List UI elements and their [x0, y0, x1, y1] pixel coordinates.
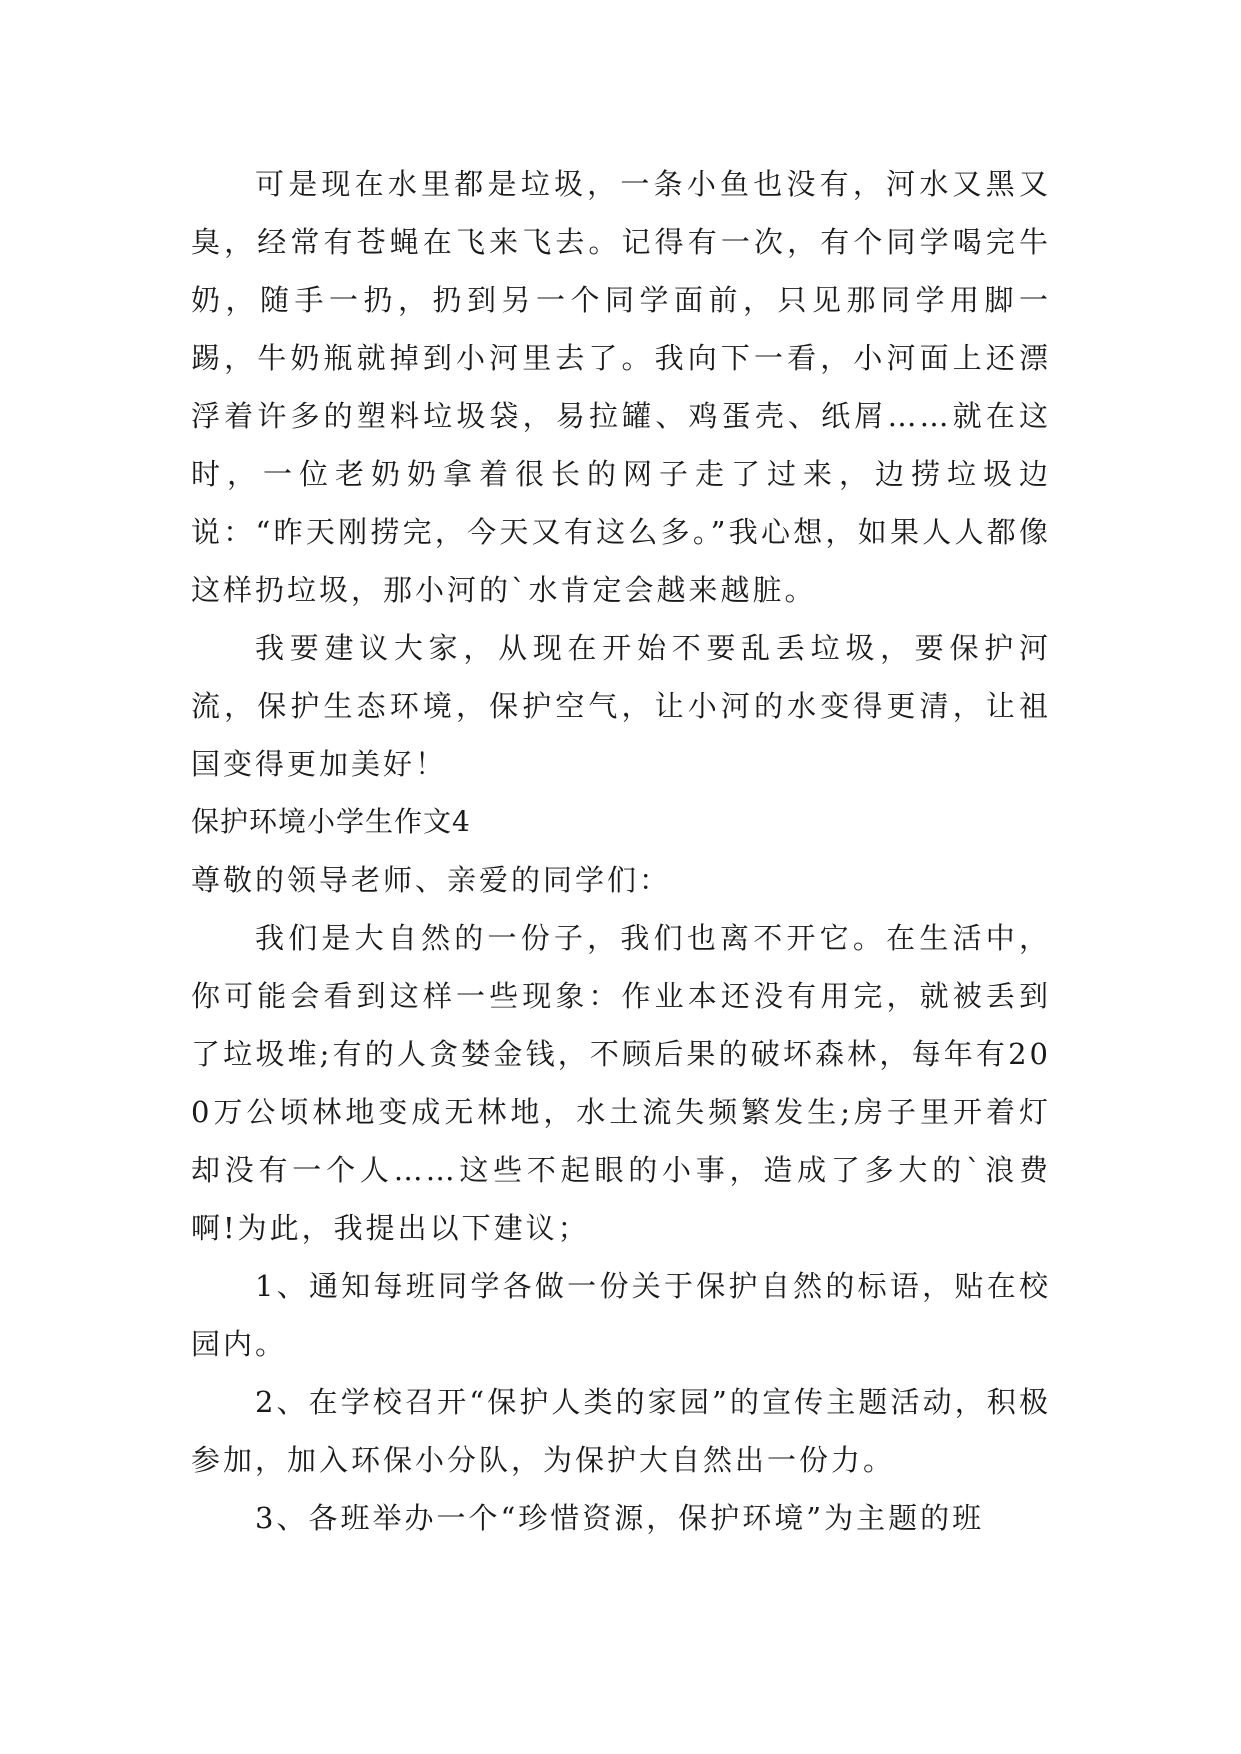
- paragraph-river-pollution: 可是现在水里都是垃圾，一条小鱼也没有，河水又黑又臭，经常有苍蝇在飞来飞去。记得有一次，有个同学喝完牛奶，随手一扔，扔到另一个同学面前，只见那同学用脚一踢，牛奶瓶就掉到小河里去了。我向下一看，小河面上还漂浮着许多的塑料垃圾袋，易拉罐、鸡蛋壳、纸屑……就在这时，一位老奶奶拿着很长的网子走了过来，边捞垃圾边说：“昨天刚捞完，今天又有这么多。”我心想，如果人人都像这样扔垃圾，那小河的`水肯定会越来越脏。: [191, 167, 1051, 607]
- paragraph-nature-waste: 我们是大自然的一份子，我们也离不开它。在生活中，你可能会看到这样一些现象：作业本还没有用完，就被丢到了垃圾堆;有的人贪婪金钱，不顾后果的破坏森林，每年有200万公顷林地变成无林地，水土流失频繁发生;房子里开着灯却没有一个人……这些不起眼的小事，造成了多大的`浪费啊!为此，我提出以下建议；: [191, 921, 1051, 1245]
- paragraph-suggestion: 我要建议大家，从现在开始不要乱丢垃圾，要保护河流，保护生态环境，保护空气，让小河的水变得更清，让祖国变得更加美好！: [191, 631, 1051, 781]
- list-item-1: 1、通知每班同学各做一份关于保护自然的标语，贴在校园内。: [191, 1269, 1051, 1361]
- list-item-3: 3、各班举办一个“珍惜资源，保护环境”为主题的班: [255, 1501, 985, 1535]
- document-body: [191, 155, 1051, 1547]
- salutation: 尊敬的领导老师、亲爱的同学们：: [191, 863, 672, 897]
- list-item-2: 2、在学校召开“保护人类的家园”的宣传主题活动，积极参加，加入环保小分队，为保护大自然出一份力。: [191, 1385, 1051, 1477]
- essay-title: 保护环境小学生作文4: [191, 805, 471, 838]
